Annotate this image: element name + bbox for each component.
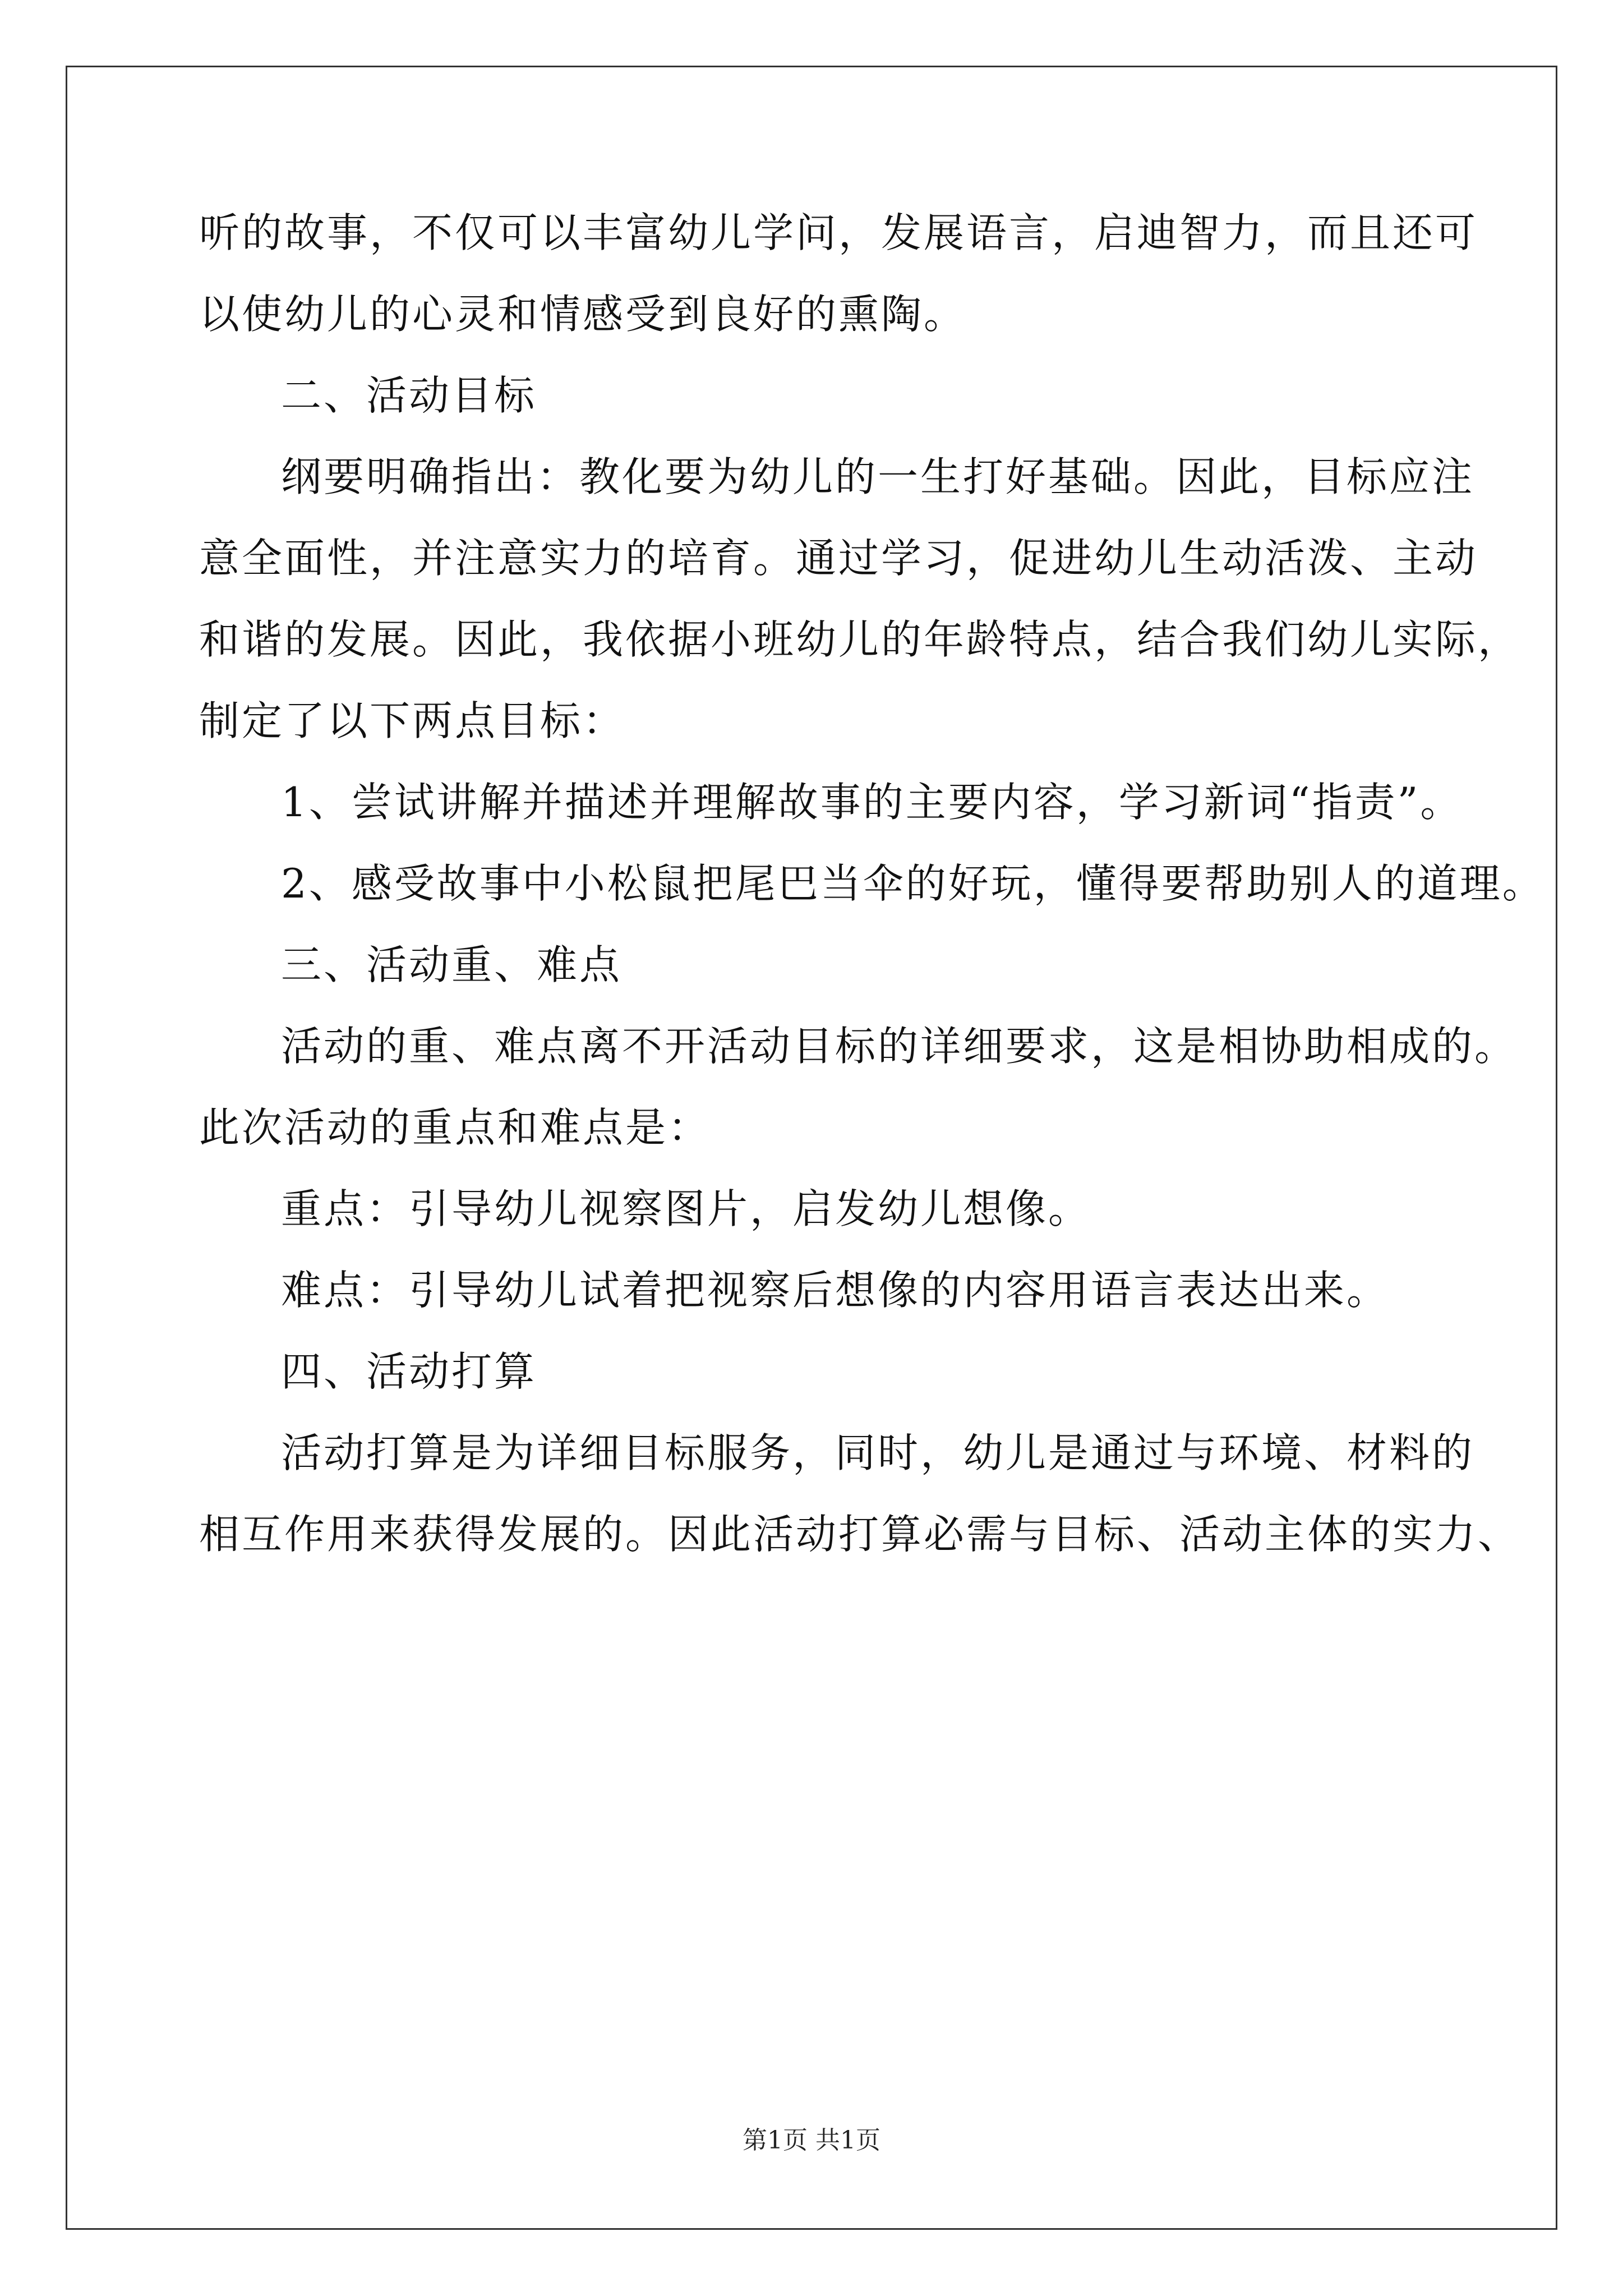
body-line: 和谐的发展。因此，我依据小班幼儿的年龄特点，结合我们幼儿实际， <box>199 616 1521 663</box>
list-item: 1、尝试讲解并描述并理解故事的主要内容，学习新词“指责”。 <box>281 779 1463 826</box>
list-item: 2、感受故事中小松鼠把尾巴当伞的好玩，懂得要帮助别人的道理。 <box>281 860 1545 907</box>
body-line: 活动的重、难点离不开活动目标的详细要求，这是相协助相成的。 <box>281 1023 1518 1070</box>
body-line: 重点：引导幼儿视察图片，启发幼儿想像。 <box>281 1185 1091 1232</box>
body-line: 听的故事，不仅可以丰富幼儿学问，发展语言，启迪智力，而且还可 <box>199 209 1478 256</box>
body-line: 此次活动的重点和难点是： <box>199 1104 711 1151</box>
section-heading: 二、活动目标 <box>281 372 537 419</box>
body-line: 难点：引导幼儿试着把视察后想像的内容用语言表达出来。 <box>281 1267 1390 1314</box>
section-heading: 三、活动重、难点 <box>281 941 623 988</box>
section-heading: 四、活动打算 <box>281 1348 537 1395</box>
body-line: 以使幼儿的心灵和情感受到良好的熏陶。 <box>199 291 967 338</box>
body-line: 活动打算是为详细目标服务，同时，幼儿是通过与环境、材料的 <box>281 1429 1475 1476</box>
body-line: 制定了以下两点目标： <box>199 697 626 744</box>
page-number: 第1页 共1页 <box>743 2126 880 2155</box>
body-line: 意全面性，并注意实力的培育。通过学习，促进幼儿生动活泼、主动 <box>199 535 1478 582</box>
body-line: 纲要明确指出：教化要为幼儿的一生打好基础。因此，目标应注 <box>281 453 1475 500</box>
body-line: 相互作用来获得发展的。因此活动打算必需与目标、活动主体的实力、 <box>199 1511 1521 1558</box>
